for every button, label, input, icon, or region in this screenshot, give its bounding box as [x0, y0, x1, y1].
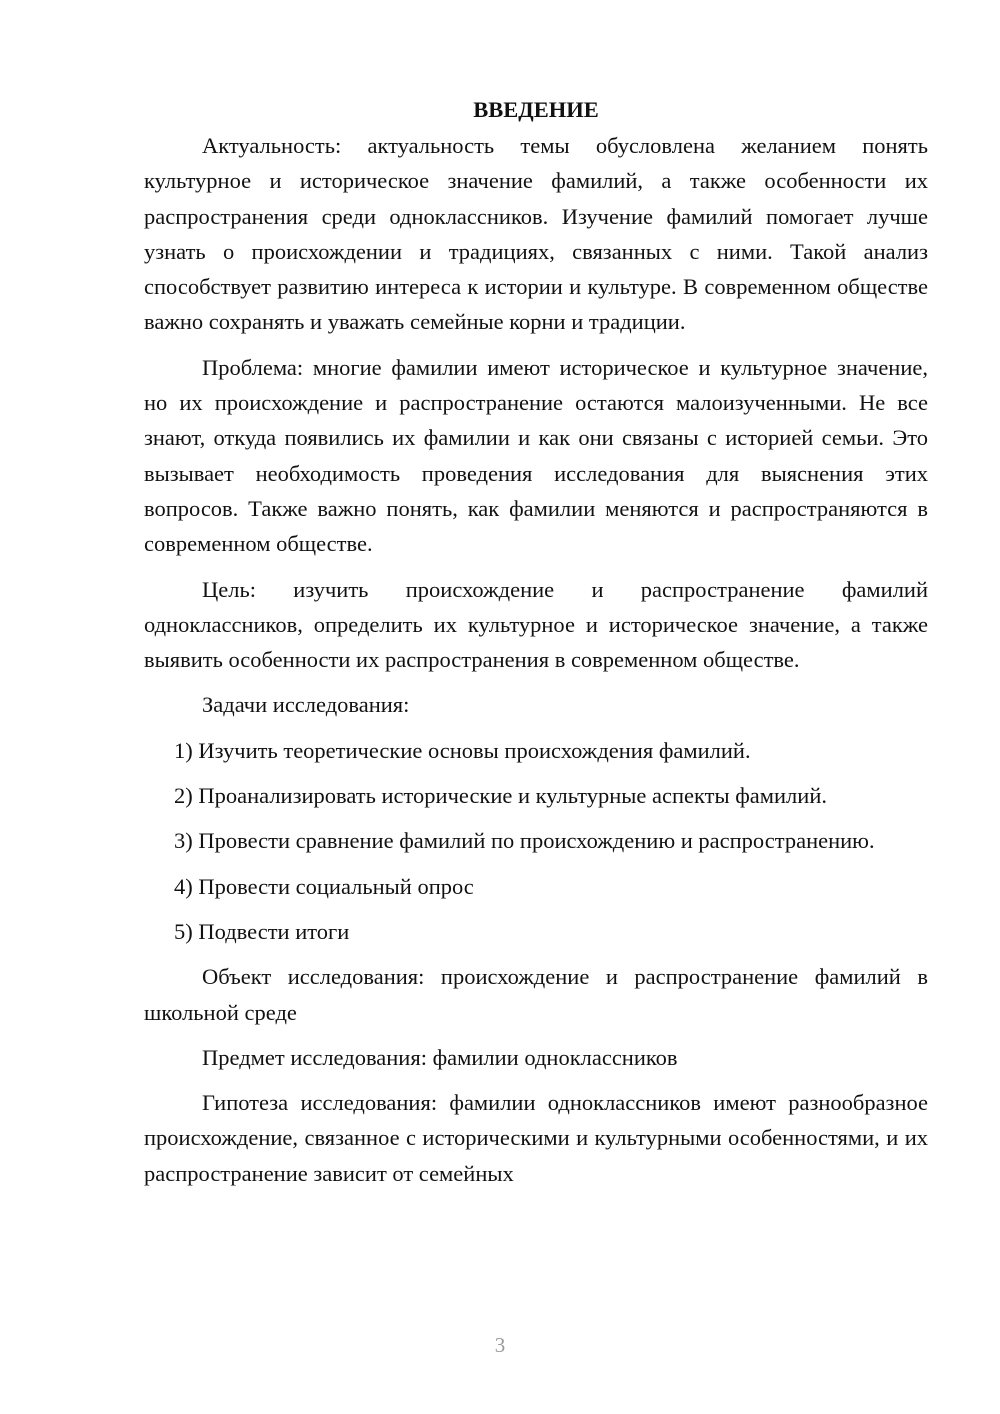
document-body [144, 92, 928, 1201]
tasks-heading: Задачи исследования: [202, 692, 410, 718]
section-title: ВВЕДЕНИЕ [473, 97, 599, 122]
subject-paragraph: Предмет исследования: фамилии одноклассников [202, 1044, 678, 1070]
page-number: 3 [494, 1333, 506, 1357]
relevance-paragraph: Актуальность: актуальность темы обусловлена желанием понять культурное и историческое значение фамилий, а также особенности их распространения среди одноклассников. Изучение фамилий помогает лучше узнать о происхождении и традициях, связанных с ними. Такой анализ способствует развитию интереса к истории и культуре. В современном обществе важно сохранять и уважать семейные корни и традиции. [144, 133, 928, 335]
problem-paragraph: Проблема: многие фамилии имеют историческое и культурное значение, но их происхождение и распространение остаются малоизученными. Не все знают, откуда появились их фамилии и как они связаны с историей семьи. Это вызывает необходимость проведения исследования для выяснения этих вопросов. Также важно понять, как фамилии меняются и распространяются в современном обществе. [144, 354, 928, 557]
task-item: 3) Провести сравнение фамилий по происхождению и распространению. [174, 828, 875, 854]
task-item: 1) Изучить теоретические основы происхождения фамилий. [174, 737, 751, 763]
task-item: 5) Подвести итоги [174, 918, 350, 944]
goal-paragraph: Цель: изучить происхождение и распространение фамилий одноклассников, определить их культурное и историческое значение, а также выявить особенности их распространения в современном обществе. [144, 576, 928, 673]
task-item: 4) Провести социальный опрос [174, 873, 474, 899]
task-item: 2) Проанализировать исторические и культурные аспекты фамилий. [174, 783, 827, 809]
hypothesis-paragraph: Гипотеза исследования: фамилии одноклассников имеют разнообразное происхождение, связанное с историческими и культурными особенностями, и их распространение зависит от семейных [144, 1090, 928, 1186]
object-paragraph: Объект исследования: происхождение и распространение фамилий в школьной среде [144, 964, 928, 1025]
